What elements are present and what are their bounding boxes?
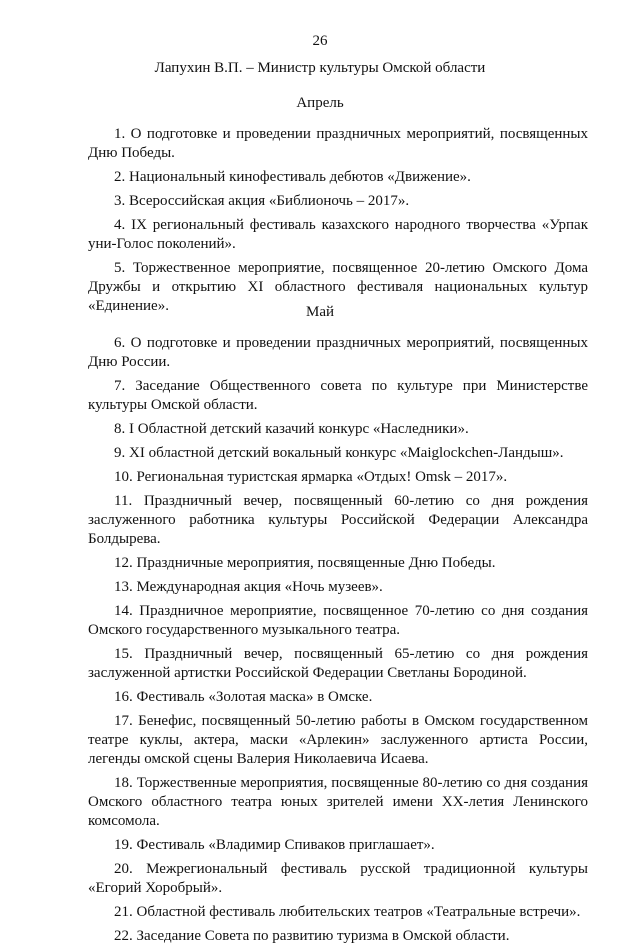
page-number: 26: [312, 33, 328, 49]
list-item: 11. Праздничный вечер, посвященный 60-летию со дня рождения заслуженного работника культуры Российской Федерации Александра Болдырева.: [88, 493, 589, 547]
list-item: 16. Фестиваль «Золотая маска» в Омске.: [114, 689, 373, 705]
list-item: 13. Международная акция «Ночь музеев».: [114, 579, 383, 595]
section-list-may: [88, 334, 588, 951]
list-item: 15. Праздничный вечер, посвященный 65-летию со дня рождения заслуженной артистки Российской Федерации Светланы Бородиной.: [88, 646, 589, 681]
author-line: Лапухин В.П. – Министр культуры Омской области: [154, 60, 486, 76]
list-item: 3. Всероссийская акция «Библионочь – 2017».: [114, 193, 410, 209]
list-item: 14. Праздничное мероприятие, посвященное 70-летию со дня создания Омского государственного музыкального театра.: [88, 603, 589, 638]
list-item: 21. Областной фестиваль любительских театров «Театральные встречи».: [114, 904, 581, 920]
section-heading-april: Апрель: [296, 95, 344, 111]
list-item: 19. Фестиваль «Владимир Спиваков приглашает».: [114, 837, 435, 853]
list-item: 22. Заседание Совета по развитию туризма в Омской области.: [114, 928, 510, 944]
list-item: 10. Региональная туристская ярмарка «Отдых! Omsk – 2017».: [114, 469, 508, 485]
list-item: 2. Национальный кинофестиваль дебютов «Движение».: [114, 169, 471, 185]
list-item: 9. XI областной детский вокальный конкурс «Maiglockchen-Ландыш».: [114, 445, 564, 461]
list-item: 4. IX региональный фестиваль казахского народного творчества «Урпак уни-Голос поколений».: [88, 217, 588, 252]
list-item: 8. I Областной детский казачий конкурс «Наследники».: [114, 421, 469, 437]
list-item: 6. О подготовке и проведении праздничных мероприятий, посвященных Дню России.: [88, 335, 589, 370]
section-heading-may: Май: [305, 304, 335, 320]
list-item: 17. Бенефис, посвященный 50-летию работы в Омском государственном театре куклы, актера, маски «Арлекин» заслуженного артиста России, легенды омской сцены Валерия Николаевича Исаева.: [88, 713, 589, 767]
list-item: 12. Праздничные мероприятия, посвященные Дню Победы.: [114, 555, 496, 571]
list-item: 20. Межрегиональный фестиваль русской традиционной культуры «Егорий Хоробрый».: [88, 861, 588, 896]
section-list-april: [88, 125, 588, 321]
list-item: 18. Торжественные мероприятия, посвященные 80-летию со дня создания Омского областного театра юных зрителей имени XX-летия Ленинского комсомола.: [88, 775, 589, 829]
list-item: 5. Торжественное мероприятие, посвященное 20-летию Омского Дома Дружбы и открытию XI областного фестиваля национальных культур «Единение».: [88, 260, 588, 314]
list-item: 1. О подготовке и проведении праздничных мероприятий, посвященных Дню Победы.: [88, 126, 589, 161]
list-item: 7. Заседание Общественного совета по культуре при Министерстве культуры Омской области.: [88, 378, 588, 413]
